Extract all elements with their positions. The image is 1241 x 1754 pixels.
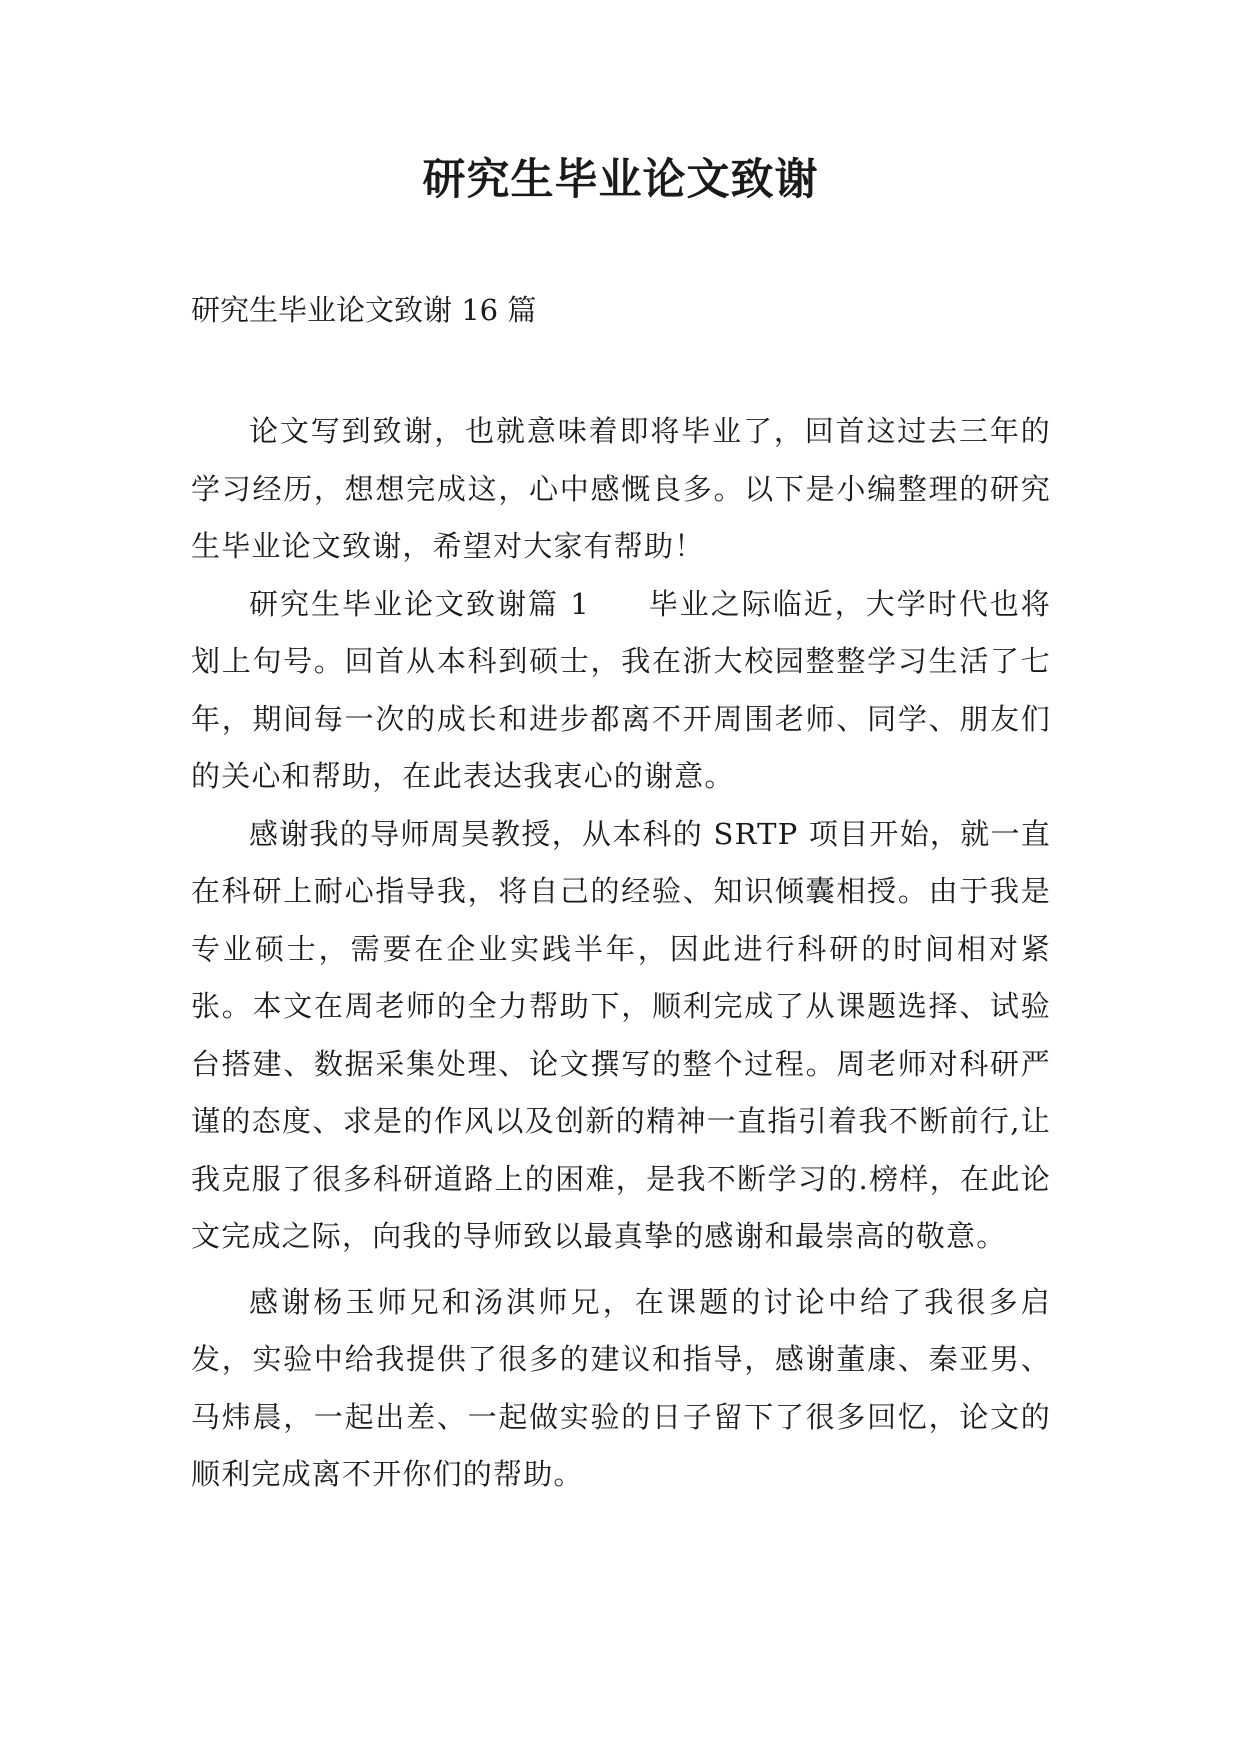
document-title: 研究生毕业论文致谢 bbox=[422, 155, 819, 205]
document-body bbox=[191, 403, 1051, 1504]
intro-paragraph: 论文写到致谢，也就意味着即将毕业了，回首这过去三年的学习经历，想想完成这，心中感慨良多。以下是小编整理的研究生毕业论文致谢，希望对大家有帮助！ bbox=[191, 414, 1051, 563]
document-subtitle: 研究生毕业论文致谢 16 篇 bbox=[191, 293, 537, 327]
section-paragraph-text: 毕业之际临近，大学时代也将划上句号。回首从本科到硕士，我在浙大校园整整学习生活了七年，期间每一次的成长和进步都离不开周围老师、同学、朋友们的关心和帮助，在此表达我衷心的谢意。 bbox=[191, 586, 1051, 793]
section-paragraph bbox=[191, 576, 1051, 806]
advisor-thanks-paragraph: 感谢我的导师周昊教授，从本科的 SRTP 项目开始，就一直在科研上耐心指导我，将自己的经验、知识倾囊相授。由于我是专业硕士，需要在企业实践半年，因此进行科研的时间相对紧张。本文在周老师的全力帮助下，顺利完成了从课题选择、试验台搭建、数据采集处理、论文撰写的整个过程。周老师对科研严谨的态度、求是的作风以及创新的精神一直指引着我不断前行,让我克服了很多科研道路上的困难，是我不断学习的.榜样，在此论文完成之际，向我的导师致以最真挚的感谢和最崇高的敬意。 bbox=[191, 816, 1051, 1253]
peers-thanks-paragraph: 感谢杨玉师兄和汤淇师兄，在课题的讨论中给了我很多启发，实验中给我提供了很多的建议和指导，感谢董康、秦亚男、马炜晨，一起出差、一起做实验的日子留下了很多回忆，论文的顺利完成离不开你们的帮助。 bbox=[191, 1284, 1051, 1491]
section-heading: 研究生毕业论文致谢篇 1 bbox=[249, 586, 590, 621]
